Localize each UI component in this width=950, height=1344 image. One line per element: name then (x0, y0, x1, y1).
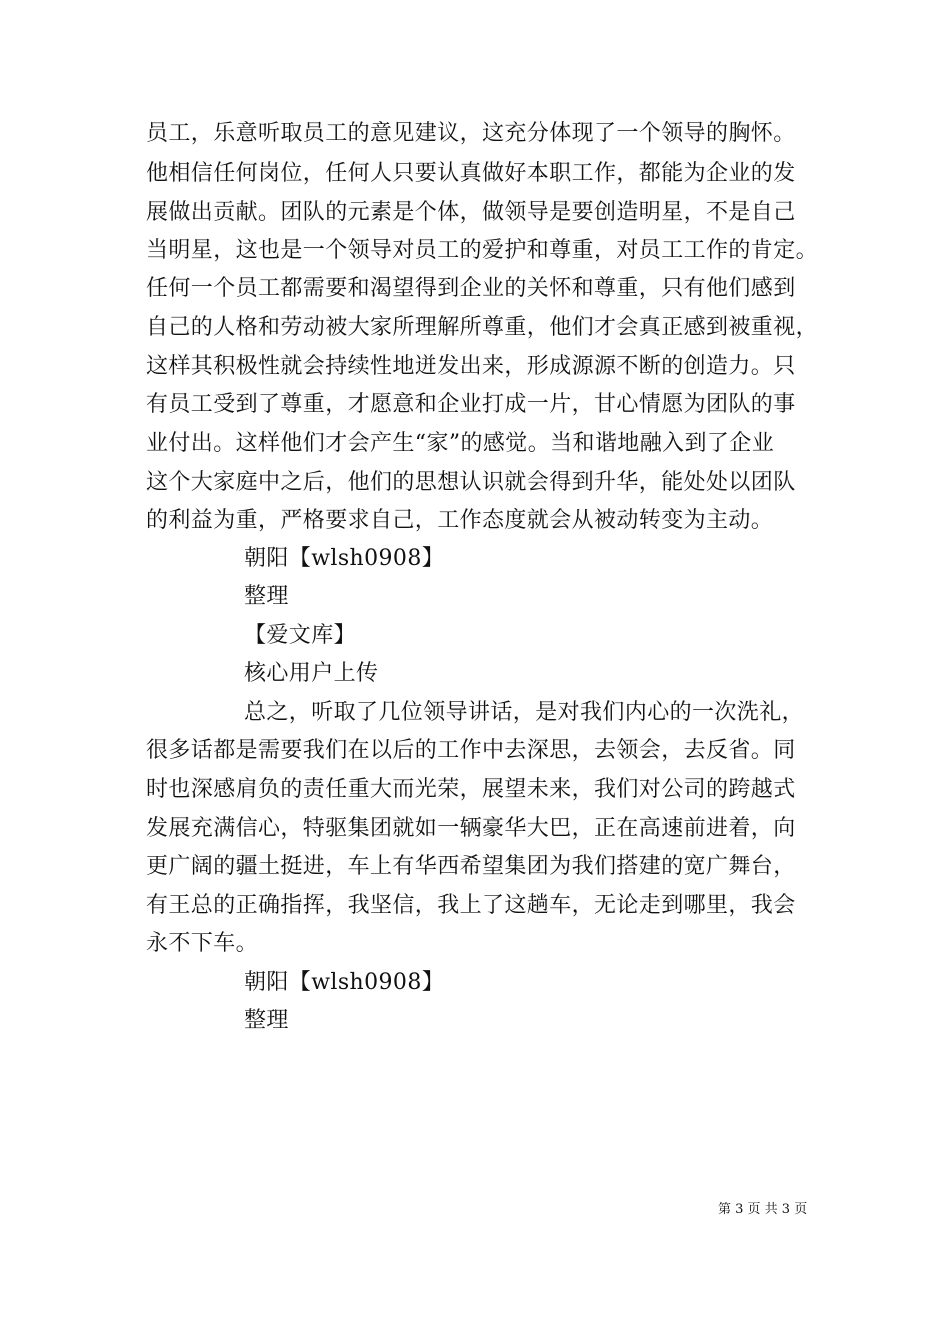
credit-action: 整理 (244, 1008, 289, 1033)
text-line: 员工，乐意听取员工的意见建议，这充分体现了一个领导的胸怀。 (146, 121, 796, 146)
text-line: 更广阔的疆土挺进，车上有华西希望集团为我们搭建的宽广舞台， (146, 854, 796, 879)
text-line: 展做出贡献。团队的元素是个体，做领导是要创造明星，不是自己 (146, 200, 796, 225)
text-line: 当明星，这也是一个领导对员工的爱护和尊重，对员工工作的肯定。 (146, 238, 819, 263)
text-line: 这个大家庭中之后，他们的思想认识就会得到升华，能处处以团队 (146, 470, 796, 495)
text-line: 业付出。这样他们才会产生“家”的感觉。当和谐地融入到了企业 (146, 431, 775, 456)
page-number: 第 3 页 共 3 页 (718, 1202, 808, 1217)
credit-action: 整理 (244, 584, 289, 609)
credit-site: 【爱文库】 (244, 623, 357, 648)
text-line: 有员工受到了尊重，才愿意和企业打成一片，甘心情愿为团队的事 (146, 392, 796, 417)
text-line: 的利益为重，严格要求自己，工作态度就会从被动转变为主动。 (146, 508, 774, 533)
text-line: 总之，听取了几位领导讲话，是对我们内心的一次洗礼， (244, 700, 805, 725)
text-line: 有王总的正确指挥，我坚信，我上了这趟车，无论走到哪里，我会 (146, 893, 796, 918)
credit-author: 朝阳【wlsh0908】 (244, 970, 445, 995)
text-line: 发展充满信心，特驱集团就如一辆豪华大巴，正在高速前进着，向 (146, 816, 796, 841)
text-line: 这样其积极性就会持续性地迸发出来，形成源源不断的创造力。只 (146, 354, 796, 379)
text-line: 时也深感肩负的责任重大而光荣，展望未来，我们对公司的跨越式 (146, 777, 796, 802)
text-line: 永不下车。 (146, 931, 259, 956)
text-line: 他相信任何岗位，任何人只要认真做好本职工作，都能为企业的发 (146, 161, 796, 186)
text-line: 很多话都是需要我们在以后的工作中去深思，去领会，去反省。同 (146, 738, 796, 763)
text-line: 自己的人格和劳动被大家所理解所尊重，他们才会真正感到被重视， (146, 315, 819, 340)
text-line: 任何一个员工都需要和渴望得到企业的关怀和尊重，只有他们感到 (146, 276, 796, 301)
credit-author: 朝阳【wlsh0908】 (244, 546, 445, 571)
credit-upload: 核心用户上传 (244, 661, 379, 686)
